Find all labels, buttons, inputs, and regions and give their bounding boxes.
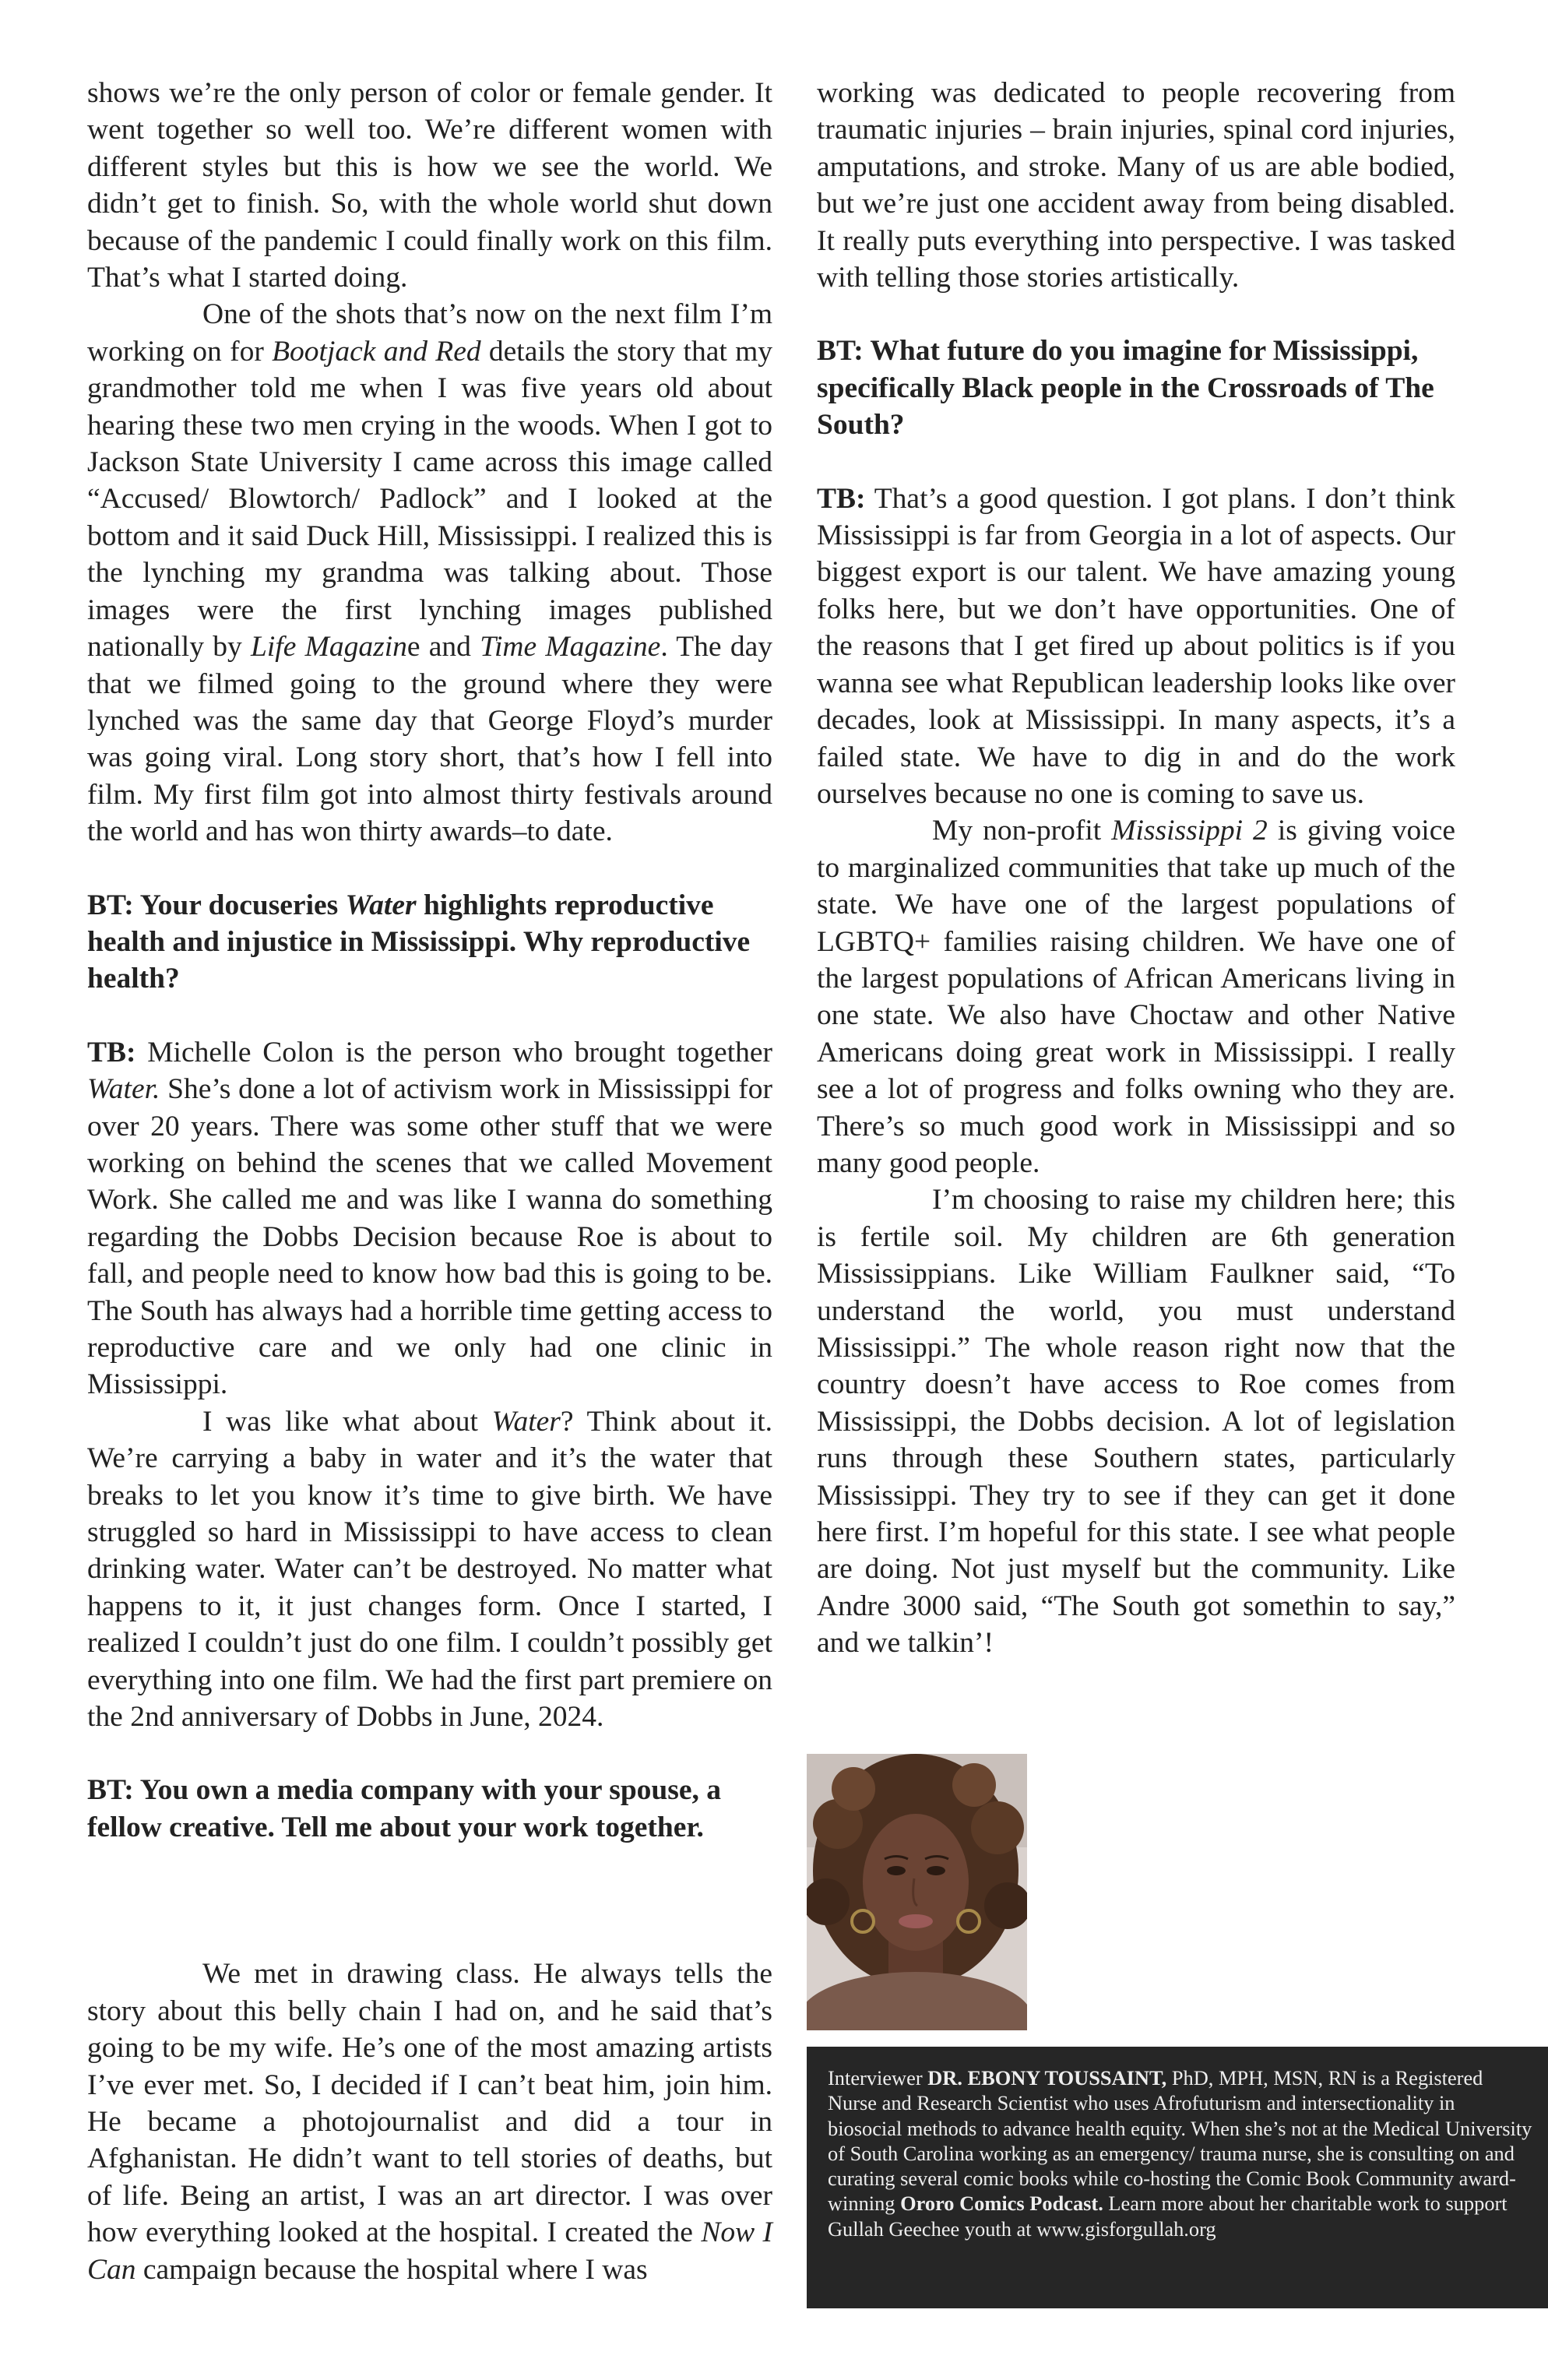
body-paragraph: working was dedicated to people recovering from traumatic injuries – brain injuries, spinal cord injuries, amputations, and stroke. Many of us are able bodied, but we’re just one accident away from being disabled. It really puts everything into perspective. I was tasked with telling those stories artistically. [817, 77, 1455, 294]
right-column [817, 75, 1455, 1662]
face-shape [863, 1814, 969, 1951]
lips-shape [899, 1914, 933, 1928]
body-paragraph: TB: That’s a good question. I got plans. I don’t think Mississippi is far from Georgia in a lot of aspects. Our biggest export is our talent. We have amazing young folks here, but we don’t have opportunities. One of the reasons that I get fired up about politics is if you wanna see what Republican leadership looks like over decades, look at Mississippi. In many aspects, it’s a failed state. We have to dig in and do the work ourselves because no one is coming to save us. [817, 482, 1455, 810]
body-paragraph: One of the shots that’s now on the next film I’m working on for Bootjack and Red details the story that my grandmother told me when I was five years old about hearing these two men crying in the woods. When I got to Jackson State University I came across this image called “Accused/ Blowtorch/ Padlock” and I looked at the bottom and it said Duck Hill, Mississippi. I realized this is the lynching my grandma was talking about. Those images were the first lynching images published nationally by Life Magazine and Time Magazine. The day that we filmed going to the ground where they were lynched was the same day that George Floyd’s murder was going viral. Long story short, that’s how I fell into film. My first film got into almost thirty festivals around the world and has won thirty awards–to date. [87, 298, 772, 848]
body-paragraph: TB: Michelle Colon is the person who brought together Water. She’s done a lot of activism work in Mississippi for over 20 years. There was some other stuff that we were working on behind the scenes that we called Movement Work. She called me and was like I wanna do something regarding the Dobbs Decision because Roe is about to fall, and people need to know how bad this is going to be. The South has always had a horrible time getting access to reproductive care and we only had one clinic in Mississippi. [87, 1036, 772, 1401]
bio-text: Interviewer DR. EBONY TOUSSAINT, PhD, MPH, MSN, RN is a Registered Nurse and Research Scientist who uses Afrofuturism and intersectionality in biosocial methods to advance health equity. When she’s not at the Medical University of South Carolina working as an emergency/ trauma nurse, she is consulting on and curating several comic books while co-hosting the Comic Book Community award-winning Ororo Comics Podcast. Learn more about her charitable work to support Gullah Geechee youth at www.gisforgullah.org [828, 2066, 1532, 2241]
interviewer-photo [807, 1754, 1027, 2030]
portrait-image [807, 1754, 1027, 2030]
body-paragraph: I’m choosing to raise my children here; this is fertile soil. My children are 6th generation Mississippians. Like William Faulkner said, “To understand the world, you must understand Mississippi.” The whole reason right now that the country doesn’t have access to Roe comes from Mississippi, the Dobbs decision. A lot of legislation runs through these Southern states, particularly Mississippi. They try to see if they can get it done here first. I’m hopeful for this state. I see what people are doing. Not just myself but the community. Like Andre 3000 said, “The South got somethin to say,” and we talkin’! [817, 1184, 1455, 1660]
interview-question: BT: Your docuseries Water highlights reproductive health and injustice in Mississippi. Why reproductive health? [87, 889, 751, 995]
left-column [87, 75, 772, 2288]
body-paragraph: shows we’re the only person of color or female gender. It went together so well too. We’re different women with different styles but this is how we see the world. We didn’t get to finish. So, with the whole world shut down because of the pandemic I could finally work on this film. That’s what I started doing. [87, 77, 772, 294]
interview-question: BT: You own a media company with your spouse, a fellow creative. Tell me about your work together. [87, 1774, 722, 1843]
body-paragraph: My non-profit Mississippi 2 is giving voice to marginalized communities that take up much of the state. We have one of the largest populations of LGBTQ+ families raising children. We have one of the largest populations of African Americans living in one state. We also have Choctaw and other Native Americans doing great work in Mississippi. I really see a lot of progress and folks owning who they are. There’s so much good work in Mississippi and so many good people. [817, 815, 1455, 1179]
body-paragraph: I was like what about Water? Think about it. We’re carrying a baby in water and it’s the water that breaks to let you know it’s time to give birth. We have struggled so hard in Mississippi to have access to clean drinking water. Water can’t be destroyed. No matter what happens to it, it just changes form. Once I started, I realized I couldn’t just do one film. I couldn’t possibly get everything into one film. We had the first part premiere on the 2nd anniversary of Dobbs in June, 2024. [87, 1405, 772, 1734]
interview-question: BT: What future do you imagine for Mississippi, specifically Black people in the Crossroads of The South? [817, 335, 1434, 442]
body-paragraph: We met in drawing class. He always tells the story about this belly chain I had on, and he said that’s going to be my wife. He’s one of the most amazing artists I’ve ever met. So, I decided if I can’t beat him, join him. He became a photojournalist and did a tour in Afghanistan. He didn’t want to tell stories of deaths, but of life. Being an artist, I was an art director. I was over how everything looked at the hospital. I created the Now I Can campaign because the hospital where I was [87, 1958, 772, 2286]
interviewer-bio [807, 2047, 1548, 2308]
